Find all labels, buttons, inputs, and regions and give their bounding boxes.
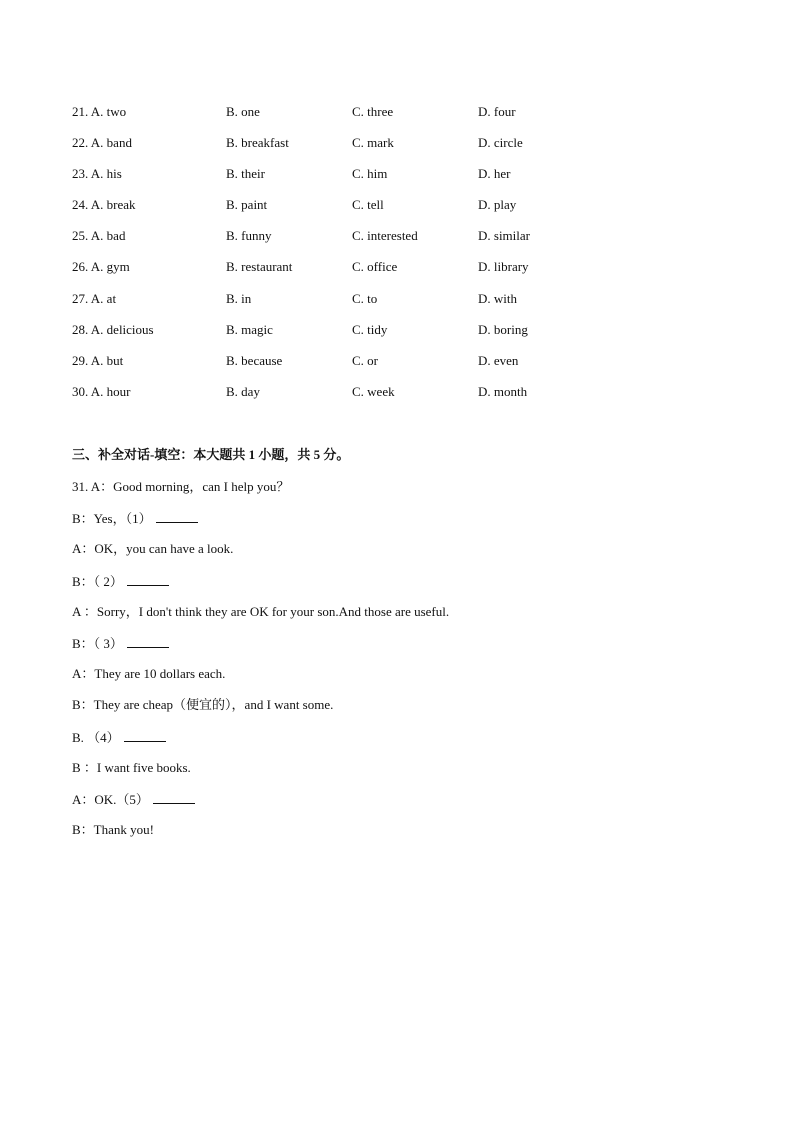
dialog-text: A：OK，you can have a look. [72,541,234,557]
dialog-line [72,697,449,728]
dialog-text: B ：I want five books. [72,759,191,775]
option-a: 22. A. band [72,135,132,151]
option-b: B. breakfast [226,135,289,151]
option-c: C. to [352,290,378,306]
option-d: D. four [478,104,516,119]
option-b: B. because [226,352,283,368]
option-b: B. paint [226,197,268,213]
option-b: B. funny [226,228,272,244]
option-b: B. their [226,166,265,182]
option-a: 26. A. gym [72,259,130,275]
option-c: C. week [352,383,395,399]
option-c: C. him [352,166,388,182]
dialog-line [72,729,449,760]
dialog-text: B. （4） [72,729,120,745]
answer-blank[interactable] [156,510,198,523]
option-a: 25. A. bad [72,228,126,244]
option-d: D. even [478,352,519,368]
dialog-line [72,635,449,666]
option-b: B. in [226,290,252,306]
option-d: D. circle [478,135,523,151]
answer-blank[interactable] [127,635,169,648]
dialog-text: A：OK.（5） [72,791,149,807]
dialog-line [72,791,449,822]
option-d: D. play [478,197,517,213]
option-c: C. tell [352,197,384,213]
dialog-text: B：（ 3） [72,635,123,651]
answer-blank[interactable] [124,729,166,742]
dialog-text: A ：Sorry，I don't think they are OK for your son.And those are useful. [72,603,450,619]
dialog-text: B：Thank you! [72,822,154,838]
option-c: C. office [352,259,398,275]
option-d: D. her [478,166,511,182]
answer-blank[interactable] [153,791,195,804]
option-a: 21. A. two [72,104,127,119]
option-b: B. magic [226,321,273,337]
option-c: C. or [352,352,378,368]
option-a: 28. A. delicious [72,321,154,337]
option-d: D. with [478,290,517,306]
dialog-text: 31. A：Good morning，can I help you？ [72,479,290,494]
dialog-line [72,760,449,791]
dialog-line [72,666,449,697]
option-a: 27. A. at [72,290,117,306]
dialog-text: B：Yes，（1） [72,511,152,527]
dialog-line [72,479,449,510]
dialog-text: B：（ 2） [72,573,123,589]
option-d: D. boring [478,321,528,337]
option-d: D. month [478,383,528,399]
option-c: C. mark [352,135,394,151]
dialog-line [72,822,449,853]
option-c: C. three [352,104,394,119]
option-b: B. day [226,383,260,399]
option-a: 24. A. break [72,197,136,213]
option-a: 23. A. his [72,166,122,182]
dialog-text: B：They are cheap（便宜的），and I want some. [72,697,334,713]
option-b: B. restaurant [226,259,293,275]
option-d: D. similar [478,228,530,244]
option-c: C. interested [352,228,418,244]
option-a: 30. A. hour [72,383,131,399]
option-c: C. tidy [352,321,388,337]
option-a: 29. A. but [72,352,124,368]
option-b: B. one [226,104,260,119]
dialog-exercise [72,479,449,853]
dialog-line [72,510,449,541]
dialog-line [72,604,449,635]
dialog-text: A：They are 10 dollars each. [72,666,226,682]
dialog-line [72,573,449,604]
answer-blank[interactable] [127,573,169,586]
dialog-line [72,541,449,572]
section-heading: 三、补全对话-填空：本大题共 1 小题，共 5 分。 [72,447,350,462]
option-d: D. library [478,259,529,275]
